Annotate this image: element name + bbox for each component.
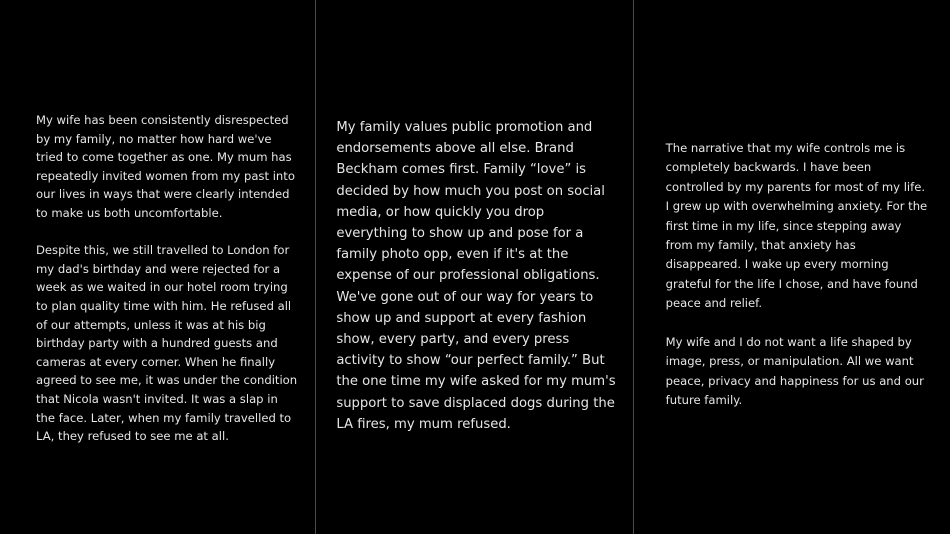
panel-2-paragraph-1: My family values public promotion and endorsements above all else. Brand Beckham comes first. Family “love” is decided by how much you post on social media, or how quickly you drop everything to show up and pose for a family photo opp, even if it's at the expense of our professional obligations. We've gone out of our way for years to show up and support at every fashion show, every party, and every press activity to show “our perfect family.” But the one time my wife asked for my mum's support to save displaced dogs during the LA fires, my mum refused. (336, 120, 616, 432)
panel-1-text (36, 111, 298, 446)
panel-1-paragraph-1: My wife has been consistently disrespected by my family, no matter how hard we've tried to come together as one. My mum has repeatedly invited women from my past into our lives in ways that were clearly intended to make us both uncomfortable. (36, 113, 295, 220)
panel-3-paragraph-2: My wife and I do not want a life shaped by image, press, or manipulation. All we want peace, privacy and happiness for us and our future family. (665, 335, 924, 408)
statement-panel-3 (634, 0, 950, 534)
statement-panel-1 (0, 0, 315, 534)
panel-3-paragraph-1: The narrative that my wife controls me is completely backwards. I have been controlled by my parents for most of my life. I grew up with overwhelming anxiety. For the first time in my life, since stepping away from my family, that anxiety has disappeared. I wake up every morning grateful for the life I chose, and have found peace and relief. (665, 141, 928, 311)
panel-3-text (666, 139, 928, 411)
panel-1-paragraph-2: Despite this, we still travelled to London for my dad's birthday and were rejected for a week as we waited in our hotel room trying to plan quality time with him. He refused all of our attempts, unless it was at his big birthday party with a hundred guests and cameras at every corner. When he finally agreed to see me, it was under the condition that Nicola wasn't invited. It was a slap in the face. Later, when my family travelled to LA, they refused to see me at all. (36, 243, 298, 444)
statement-panel-2 (316, 0, 632, 534)
paragraph-gap (36, 223, 298, 242)
paragraph-gap (666, 314, 928, 333)
panel-2-text (336, 117, 618, 435)
